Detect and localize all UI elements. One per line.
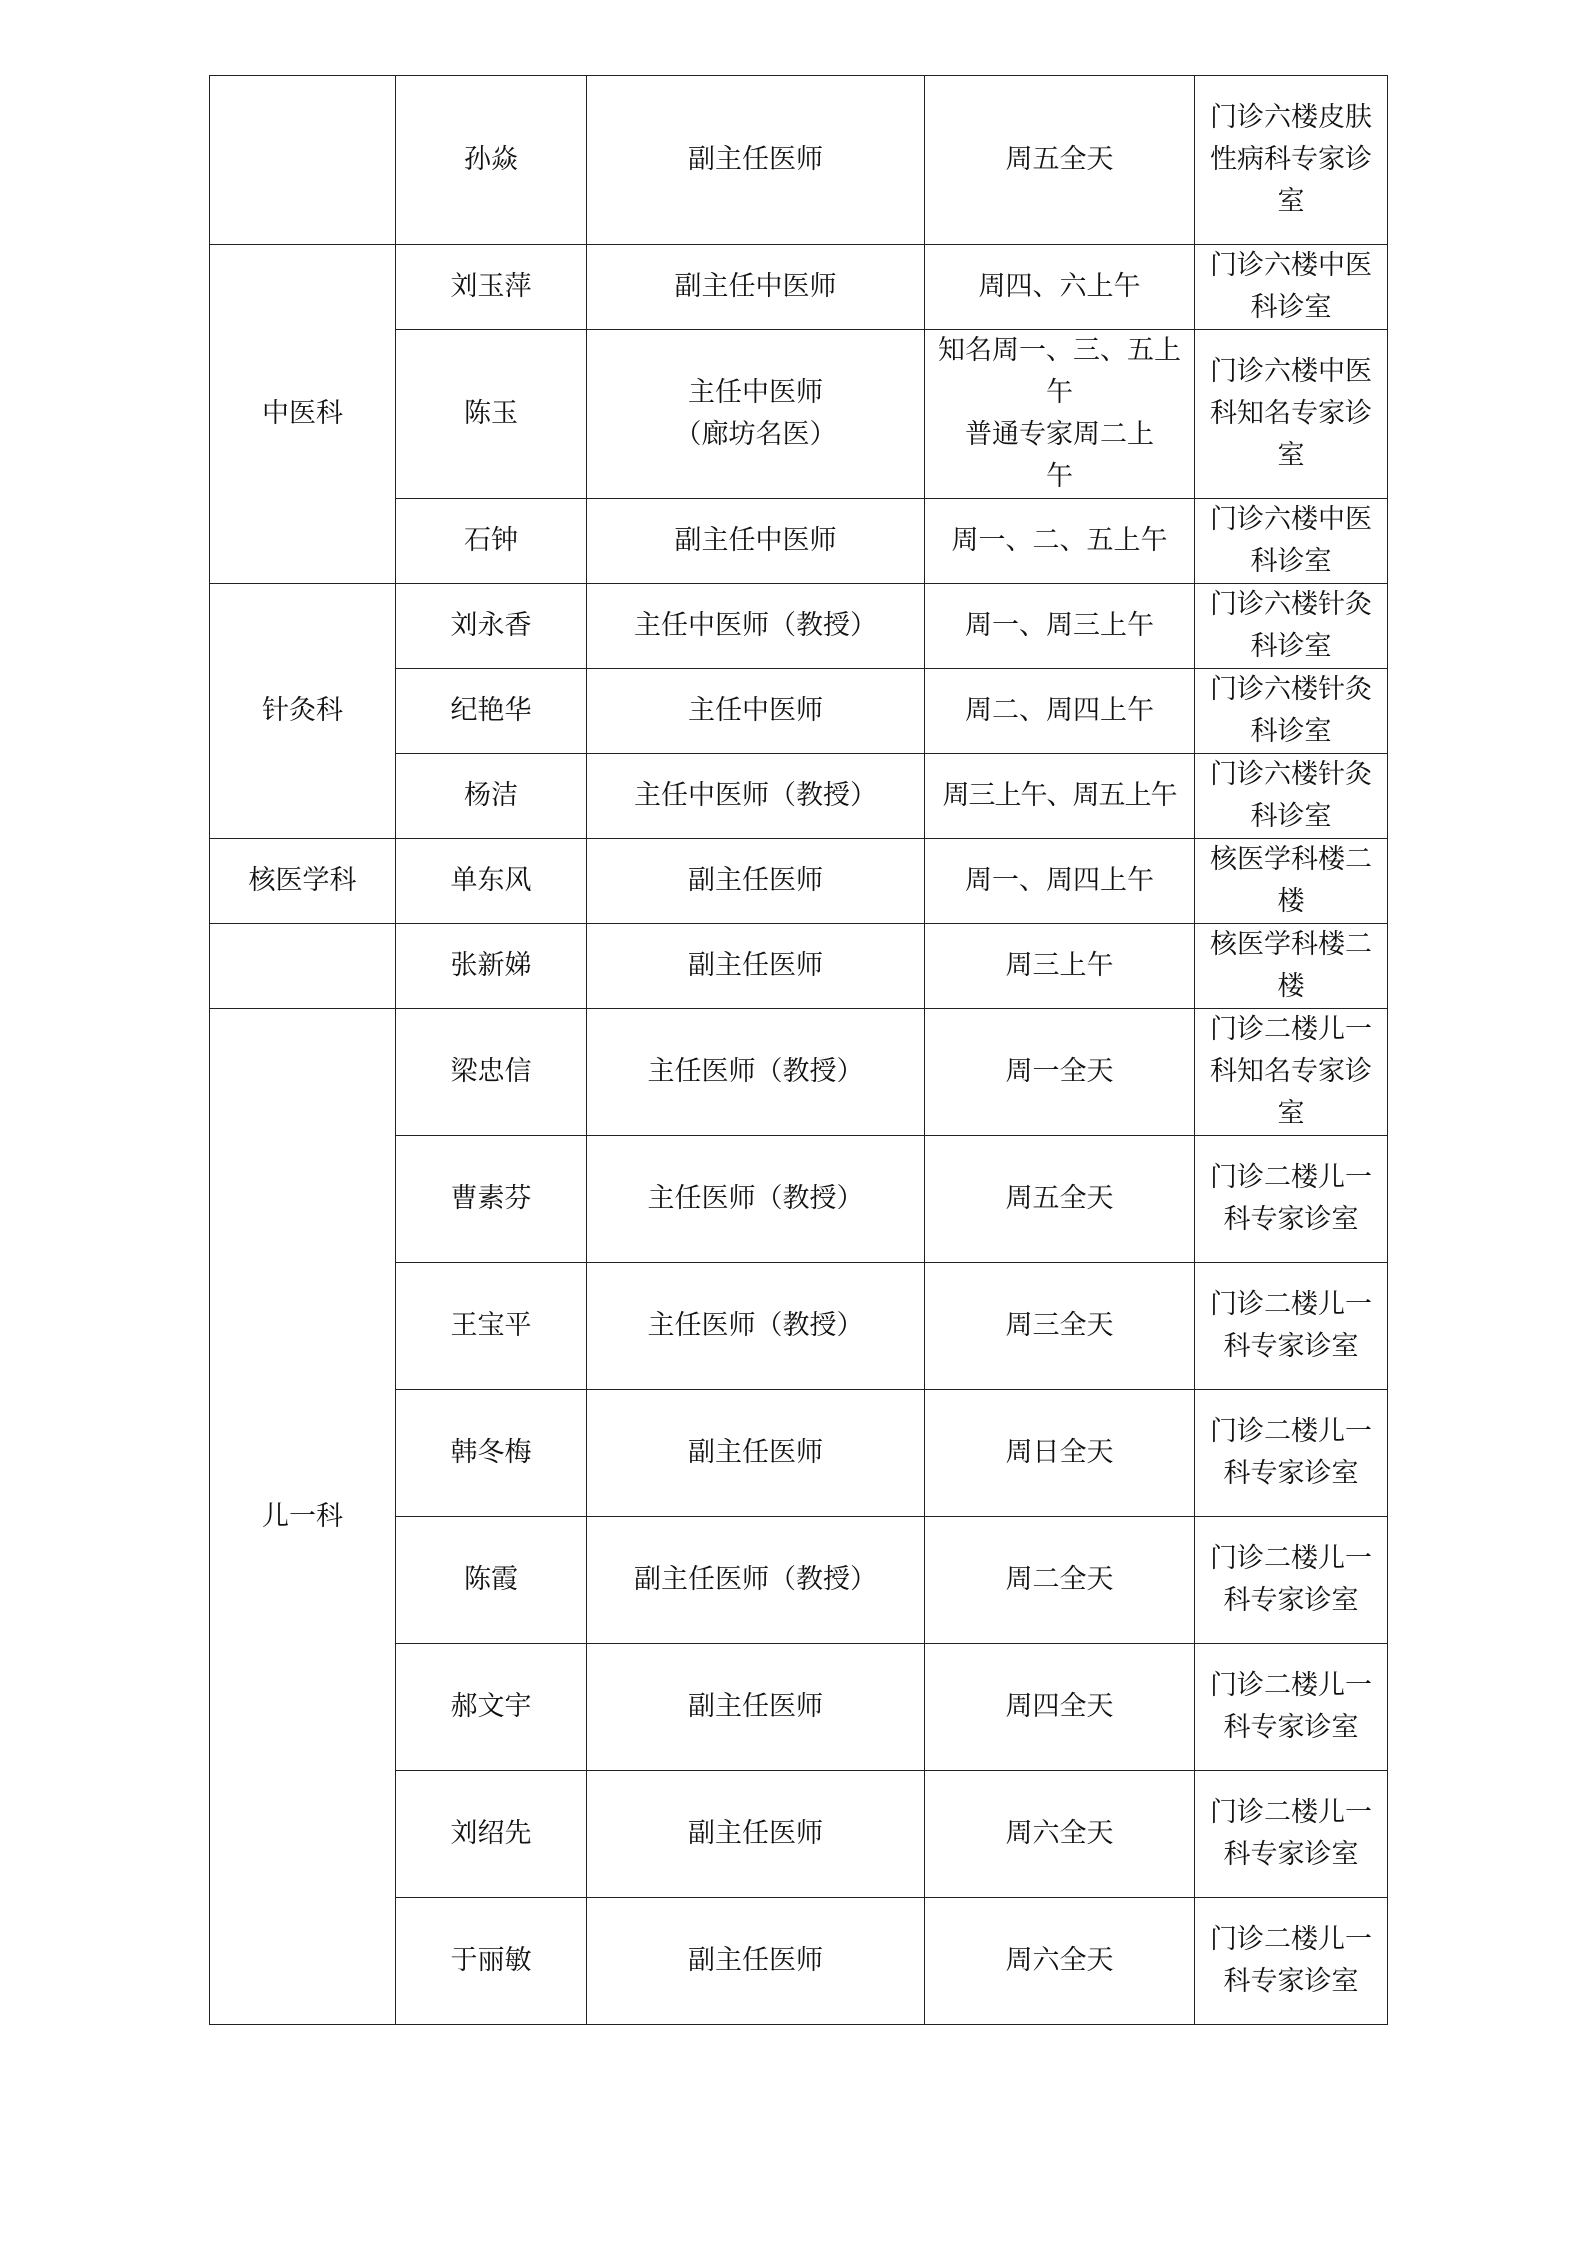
doctor-name: 梁忠信 <box>396 1009 587 1136</box>
doctor-title: 主任中医师（教授） <box>587 584 925 669</box>
clinic-time: 周五全天 <box>925 76 1195 245</box>
doctor-name: 陈霞 <box>396 1517 587 1644</box>
clinic-time: 周一、周三上午 <box>925 584 1195 669</box>
doctor-title: 副主任医师 <box>587 1771 925 1898</box>
clinic-time: 周四全天 <box>925 1644 1195 1771</box>
doctor-name: 单东风 <box>396 839 587 924</box>
doctor-title: 副主任医师 <box>587 1644 925 1771</box>
clinic-location: 门诊二楼儿一科专家诊室 <box>1195 1136 1388 1263</box>
doctor-name: 刘绍先 <box>396 1771 587 1898</box>
doctor-title: 主任中医师 <box>587 669 925 754</box>
clinic-time: 周三上午、周五上午 <box>925 754 1195 839</box>
table-row <box>210 76 1388 245</box>
clinic-time: 周六全天 <box>925 1771 1195 1898</box>
doctor-title: 副主任医师 <box>587 924 925 1009</box>
clinic-time: 知名周一、三、五上 午 普通专家周二上 午 <box>925 330 1195 499</box>
clinic-location: 门诊六楼针灸科诊室 <box>1195 584 1388 669</box>
dept-cell: 针灸科 <box>210 584 396 839</box>
clinic-time: 周二、周四上午 <box>925 669 1195 754</box>
doctor-title: 主任医师（教授） <box>587 1009 925 1136</box>
clinic-location: 门诊六楼针灸科诊室 <box>1195 754 1388 839</box>
dept-cell <box>210 76 396 245</box>
doctor-name: 石钟 <box>396 499 587 584</box>
clinic-time: 周日全天 <box>925 1390 1195 1517</box>
clinic-location: 门诊六楼针灸科诊室 <box>1195 669 1388 754</box>
clinic-location: 门诊二楼儿一科知名专家诊室 <box>1195 1009 1388 1136</box>
doctor-name: 王宝平 <box>396 1263 587 1390</box>
clinic-time: 周五全天 <box>925 1136 1195 1263</box>
clinic-location: 门诊六楼中医科知名专家诊室 <box>1195 330 1388 499</box>
dept-cell: 核医学科 <box>210 839 396 924</box>
clinic-time: 周一全天 <box>925 1009 1195 1136</box>
clinic-time: 周二全天 <box>925 1517 1195 1644</box>
doctor-title: 副主任中医师 <box>587 245 925 330</box>
clinic-location: 门诊二楼儿一科专家诊室 <box>1195 1517 1388 1644</box>
clinic-time: 周三上午 <box>925 924 1195 1009</box>
clinic-time: 周一、二、五上午 <box>925 499 1195 584</box>
clinic-location: 门诊六楼中医科诊室 <box>1195 245 1388 330</box>
doctor-name: 曹素芬 <box>396 1136 587 1263</box>
clinic-location: 门诊二楼儿一科专家诊室 <box>1195 1263 1388 1390</box>
doctor-name: 孙焱 <box>396 76 587 245</box>
doctor-title: 主任中医师（教授） <box>587 754 925 839</box>
clinic-location: 门诊二楼儿一科专家诊室 <box>1195 1390 1388 1517</box>
clinic-time: 周三全天 <box>925 1263 1195 1390</box>
doctor-title: 副主任医师 <box>587 76 925 245</box>
table-row <box>210 584 1388 669</box>
doctor-name: 韩冬梅 <box>396 1390 587 1517</box>
doctor-name: 纪艳华 <box>396 669 587 754</box>
clinic-time: 周六全天 <box>925 1898 1195 2025</box>
schedule-table <box>209 75 1388 2025</box>
clinic-location: 门诊六楼中医科诊室 <box>1195 499 1388 584</box>
doctor-title: 主任医师（教授） <box>587 1136 925 1263</box>
doctor-name: 张新娣 <box>396 924 587 1009</box>
doctor-title: 副主任医师 <box>587 1390 925 1517</box>
doctor-title: 副主任医师 <box>587 839 925 924</box>
clinic-time: 周四、六上午 <box>925 245 1195 330</box>
doctor-title: 主任中医师 （廊坊名医） <box>587 330 925 499</box>
clinic-location: 门诊二楼儿一科专家诊室 <box>1195 1898 1388 2025</box>
table-row <box>210 1009 1388 1136</box>
dept-cell <box>210 924 396 1009</box>
doctor-name: 刘永香 <box>396 584 587 669</box>
table-row <box>210 839 1388 924</box>
doctor-name: 郝文宇 <box>396 1644 587 1771</box>
table-row <box>210 245 1388 330</box>
clinic-location: 门诊二楼儿一科专家诊室 <box>1195 1771 1388 1898</box>
clinic-location: 核医学科楼二楼 <box>1195 924 1388 1009</box>
clinic-location: 门诊六楼皮肤性病科专家诊室 <box>1195 76 1388 245</box>
doctor-name: 刘玉萍 <box>396 245 587 330</box>
dept-cell: 中医科 <box>210 245 396 584</box>
doctor-name: 于丽敏 <box>396 1898 587 2025</box>
table-row <box>210 924 1388 1009</box>
doctor-title: 主任医师（教授） <box>587 1263 925 1390</box>
doctor-title: 副主任医师（教授） <box>587 1517 925 1644</box>
doctor-name: 杨洁 <box>396 754 587 839</box>
doctor-title: 副主任医师 <box>587 1898 925 2025</box>
doctor-name: 陈玉 <box>396 330 587 499</box>
dept-cell: 儿一科 <box>210 1009 396 2025</box>
clinic-location: 门诊二楼儿一科专家诊室 <box>1195 1644 1388 1771</box>
doctor-title: 副主任中医师 <box>587 499 925 584</box>
clinic-time: 周一、周四上午 <box>925 839 1195 924</box>
clinic-location: 核医学科楼二楼 <box>1195 839 1388 924</box>
